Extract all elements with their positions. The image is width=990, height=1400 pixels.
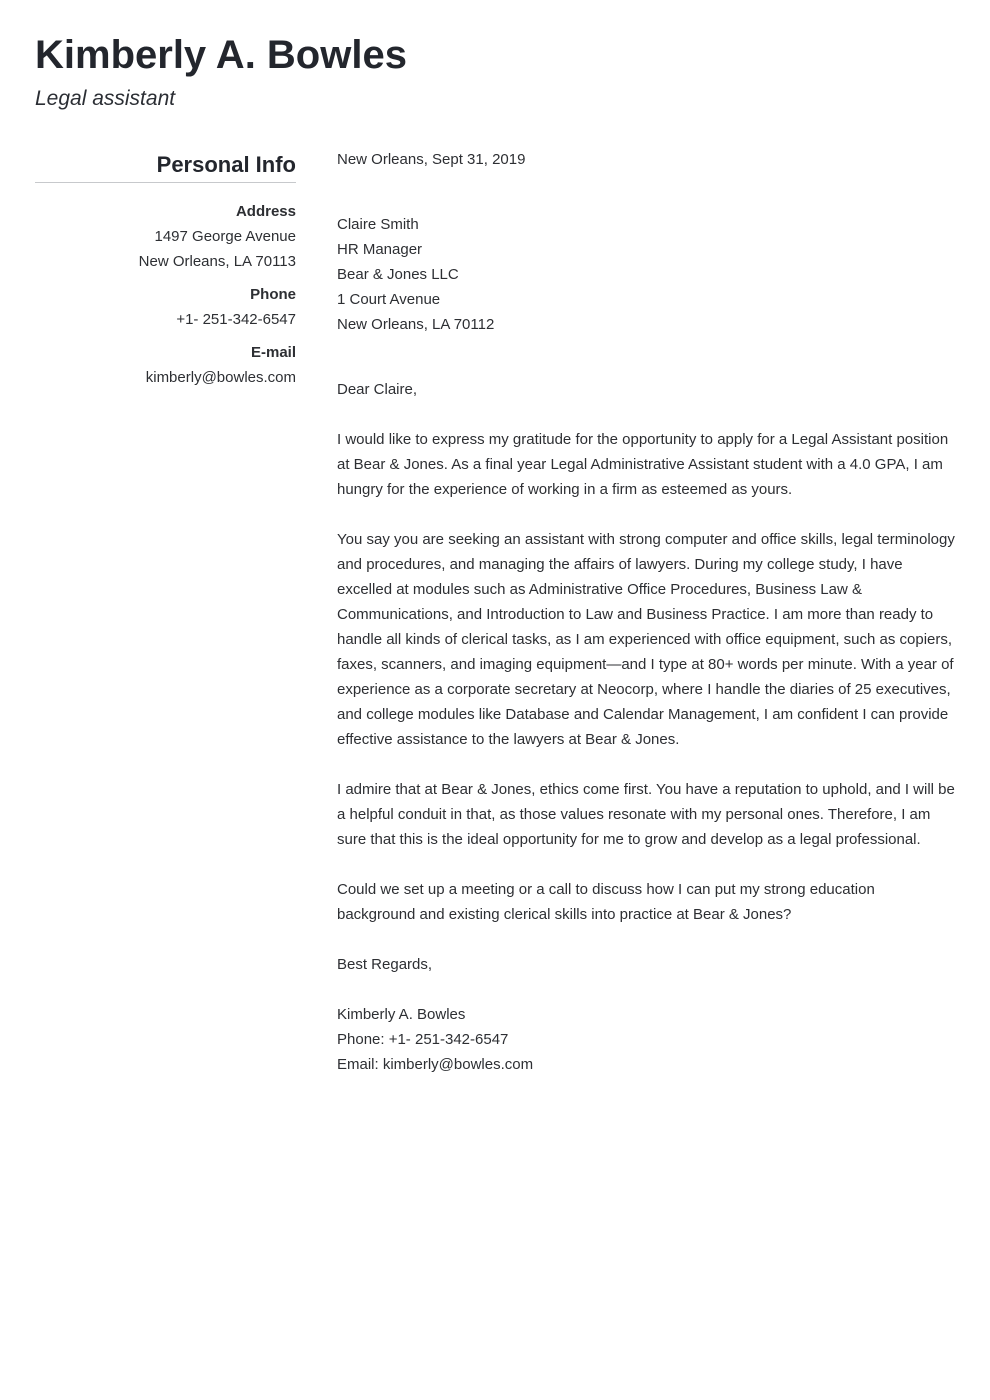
signature-name: Kimberly A. Bowles [337, 1006, 466, 1023]
signature-block [337, 1002, 957, 1077]
address-label: Address [235, 203, 296, 220]
phone-label: Phone [250, 286, 296, 303]
personal-info-sidebar [35, 150, 296, 390]
personal-info-heading: Personal Info [35, 150, 296, 183]
email-group [35, 340, 296, 390]
recipient-name: Claire Smith [337, 216, 419, 233]
job-title: Legal assistant [35, 87, 176, 110]
letter-paragraph: You say you are seeking an assistant with strong computer and office skills, legal terminology and procedures, and managing the affairs of lawyers. During my college study, I have excelled at modules such as Administrative Office Procedures, Business Law & Communications, and Introduction to Law and Business Practice. I am more than ready to handle all kinds of clerical tasks, as I am experienced with office equipment, such as copiers, faxes, scanners, and imaging equipment—and I type at 80+ words per minute. With a year of experience as a corporate secretary at Neocorp, where I handle the diaries of 25 executives, and college modules like Database and Calendar Management, I am confident I can provide effective assistance to the lawyers at Bear & Jones. [337, 531, 955, 748]
salutation: Dear Claire, [337, 381, 418, 398]
applicant-name: Kimberly A. Bowles [35, 33, 407, 77]
phone-value: +1- 251-342-6547 [176, 311, 296, 328]
closing: Best Regards, [337, 956, 433, 973]
recipient-street: 1 Court Avenue [337, 291, 441, 308]
signature-phone: Phone: +1- 251-342-6547 [337, 1031, 509, 1048]
cover-letter-body [337, 147, 957, 1077]
address-line-1: 1497 George Avenue [154, 228, 296, 245]
recipient-city: New Orleans, LA 70112 [337, 316, 495, 333]
letter-date: New Orleans, Sept 31, 2019 [337, 151, 526, 168]
letter-paragraph: Could we set up a meeting or a call to discuss how I can put my strong education background and existing clerical skills into practice at Bear & Jones? [337, 881, 875, 923]
address-group [35, 199, 296, 274]
address-line-2: New Orleans, LA 70113 [138, 253, 296, 270]
recipient-block [337, 212, 957, 337]
letter-paragraph: I admire that at Bear & Jones, ethics come first. You have a reputation to uphold, and I will be a helpful conduit in that, as those values resonate with my personal ones. Therefore, I am sure that this is the ideal opportunity for me to grow and develop as a legal professional. [337, 781, 955, 848]
phone-group [35, 282, 296, 332]
letter-paragraph: I would like to express my gratitude for the opportunity to apply for a Legal Assistant position at Bear & Jones. As a final year Legal Administrative Assistant student with a 4.0 GPA, I am hungry for the experience of working in a firm as esteemed as yours. [337, 431, 949, 498]
recipient-title: HR Manager [337, 241, 423, 258]
email-value: kimberly@bowles.com [145, 369, 296, 386]
signature-email: Email: kimberly@bowles.com [337, 1056, 534, 1073]
recipient-company: Bear & Jones LLC [337, 266, 459, 283]
email-label: E-mail [250, 344, 296, 361]
